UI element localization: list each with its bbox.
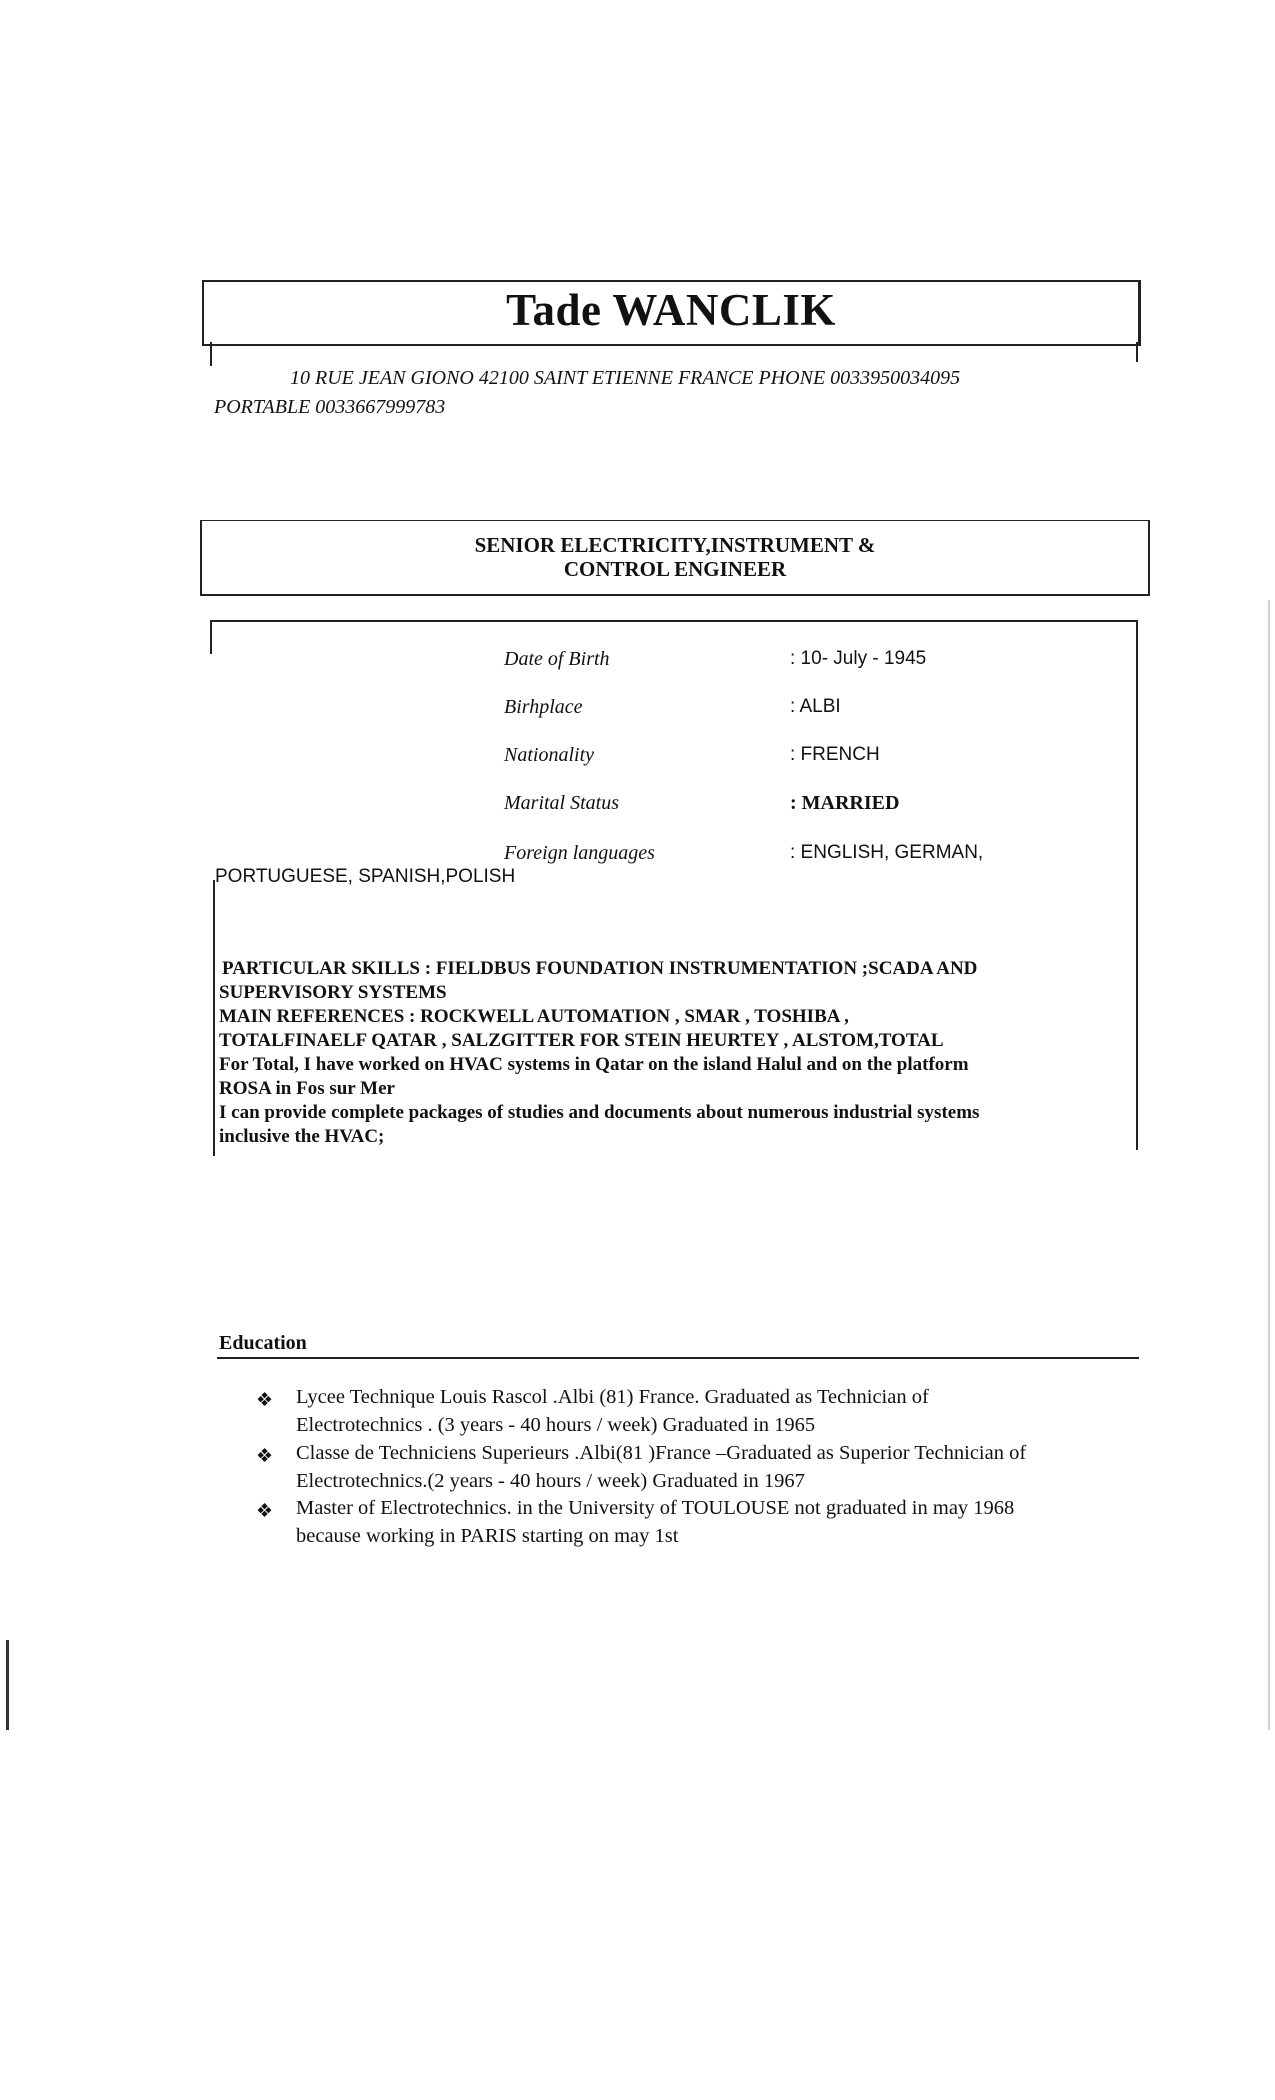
skills-line: inclusive the HVAC; — [219, 1126, 385, 1147]
value-marital-status: : MARRIED — [790, 792, 900, 814]
value-birthplace: : ALBI — [790, 696, 841, 717]
skills-line: TOTALFINAELF QATAR , SALZGITTER FOR STEIN HEURTEY , ALSTOM,TOTAL — [219, 1030, 944, 1051]
education-item-line: Electrotechnics.(2 years - 40 hours / week) Graduated in 1967 — [296, 1470, 805, 1492]
value-foreign-languages: : ENGLISH, GERMAN, — [790, 842, 984, 863]
education-item-line: Lycee Technique Louis Rascol .Albi (81) France. Graduated as Technician of — [296, 1386, 929, 1408]
label-marital-status: Marital Status — [504, 792, 620, 814]
skills-line: I can provide complete packages of studies and documents about numerous industrial systems — [219, 1102, 980, 1123]
skills-line: For Total, I have worked on HVAC systems in Qatar on the island Halul and on the platform — [219, 1054, 969, 1075]
education-item-line: Classe de Techniciens Superieurs .Albi(81 )France –Graduated as Superior Technician of — [296, 1442, 1027, 1464]
education-item-line: because working in PARIS starting on may 1st — [296, 1525, 679, 1547]
label-birthplace: Birhplace — [504, 696, 583, 718]
skills-line: ROSA in Fos sur Mer — [219, 1078, 395, 1099]
info-frame-left — [210, 620, 212, 654]
value-date-of-birth: : 10- July - 1945 — [790, 648, 927, 669]
info-frame-top — [210, 620, 1138, 622]
skills-line: PARTICULAR SKILLS : FIELDBUS FOUNDATION INSTRUMENTATION ;SCADA AND — [222, 958, 978, 979]
value-foreign-languages-continued: PORTUGUESE, SPANISH,POLISH — [215, 866, 516, 887]
bullet-icon: ❖ — [256, 1390, 274, 1411]
label-nationality: Nationality — [504, 744, 594, 766]
education-heading: Education — [219, 1332, 307, 1354]
contact-mobile: PORTABLE 0033667999783 — [214, 396, 446, 418]
skills-frame-left — [213, 880, 215, 1156]
frame-tick-right — [1136, 342, 1138, 362]
label-date-of-birth: Date of Birth — [504, 648, 610, 670]
contact-address-phone: 10 RUE JEAN GIONO 42100 SAINT ETIENNE FRANCE PHONE 0033950034095 — [290, 367, 961, 389]
scan-edge-mark — [6, 1640, 9, 1730]
job-title-line-2: CONTROL ENGINEER — [563, 557, 787, 581]
education-rule — [217, 1357, 1139, 1359]
frame-tick-left — [210, 342, 212, 366]
scan-edge-shadow — [1268, 600, 1270, 1730]
info-frame-right — [1136, 620, 1138, 1150]
education-item-line: Electrotechnics . (3 years - 40 hours / week) Graduated in 1965 — [296, 1414, 816, 1436]
label-foreign-languages: Foreign languages — [504, 842, 655, 864]
education-item-line: Master of Electrotechnics. in the University of TOULOUSE not graduated in may 1968 — [296, 1497, 1015, 1519]
skills-line: MAIN REFERENCES : ROCKWELL AUTOMATION , SMAR , TOSHIBA , — [219, 1006, 849, 1027]
bullet-icon: ❖ — [256, 1446, 274, 1467]
candidate-name: Tade WANCLIK — [506, 285, 836, 335]
value-nationality: : FRENCH — [790, 744, 880, 765]
job-title-line-1: SENIOR ELECTRICITY,INSTRUMENT & — [474, 533, 876, 557]
bullet-icon: ❖ — [256, 1501, 274, 1522]
skills-line: SUPERVISORY SYSTEMS — [219, 982, 447, 1003]
